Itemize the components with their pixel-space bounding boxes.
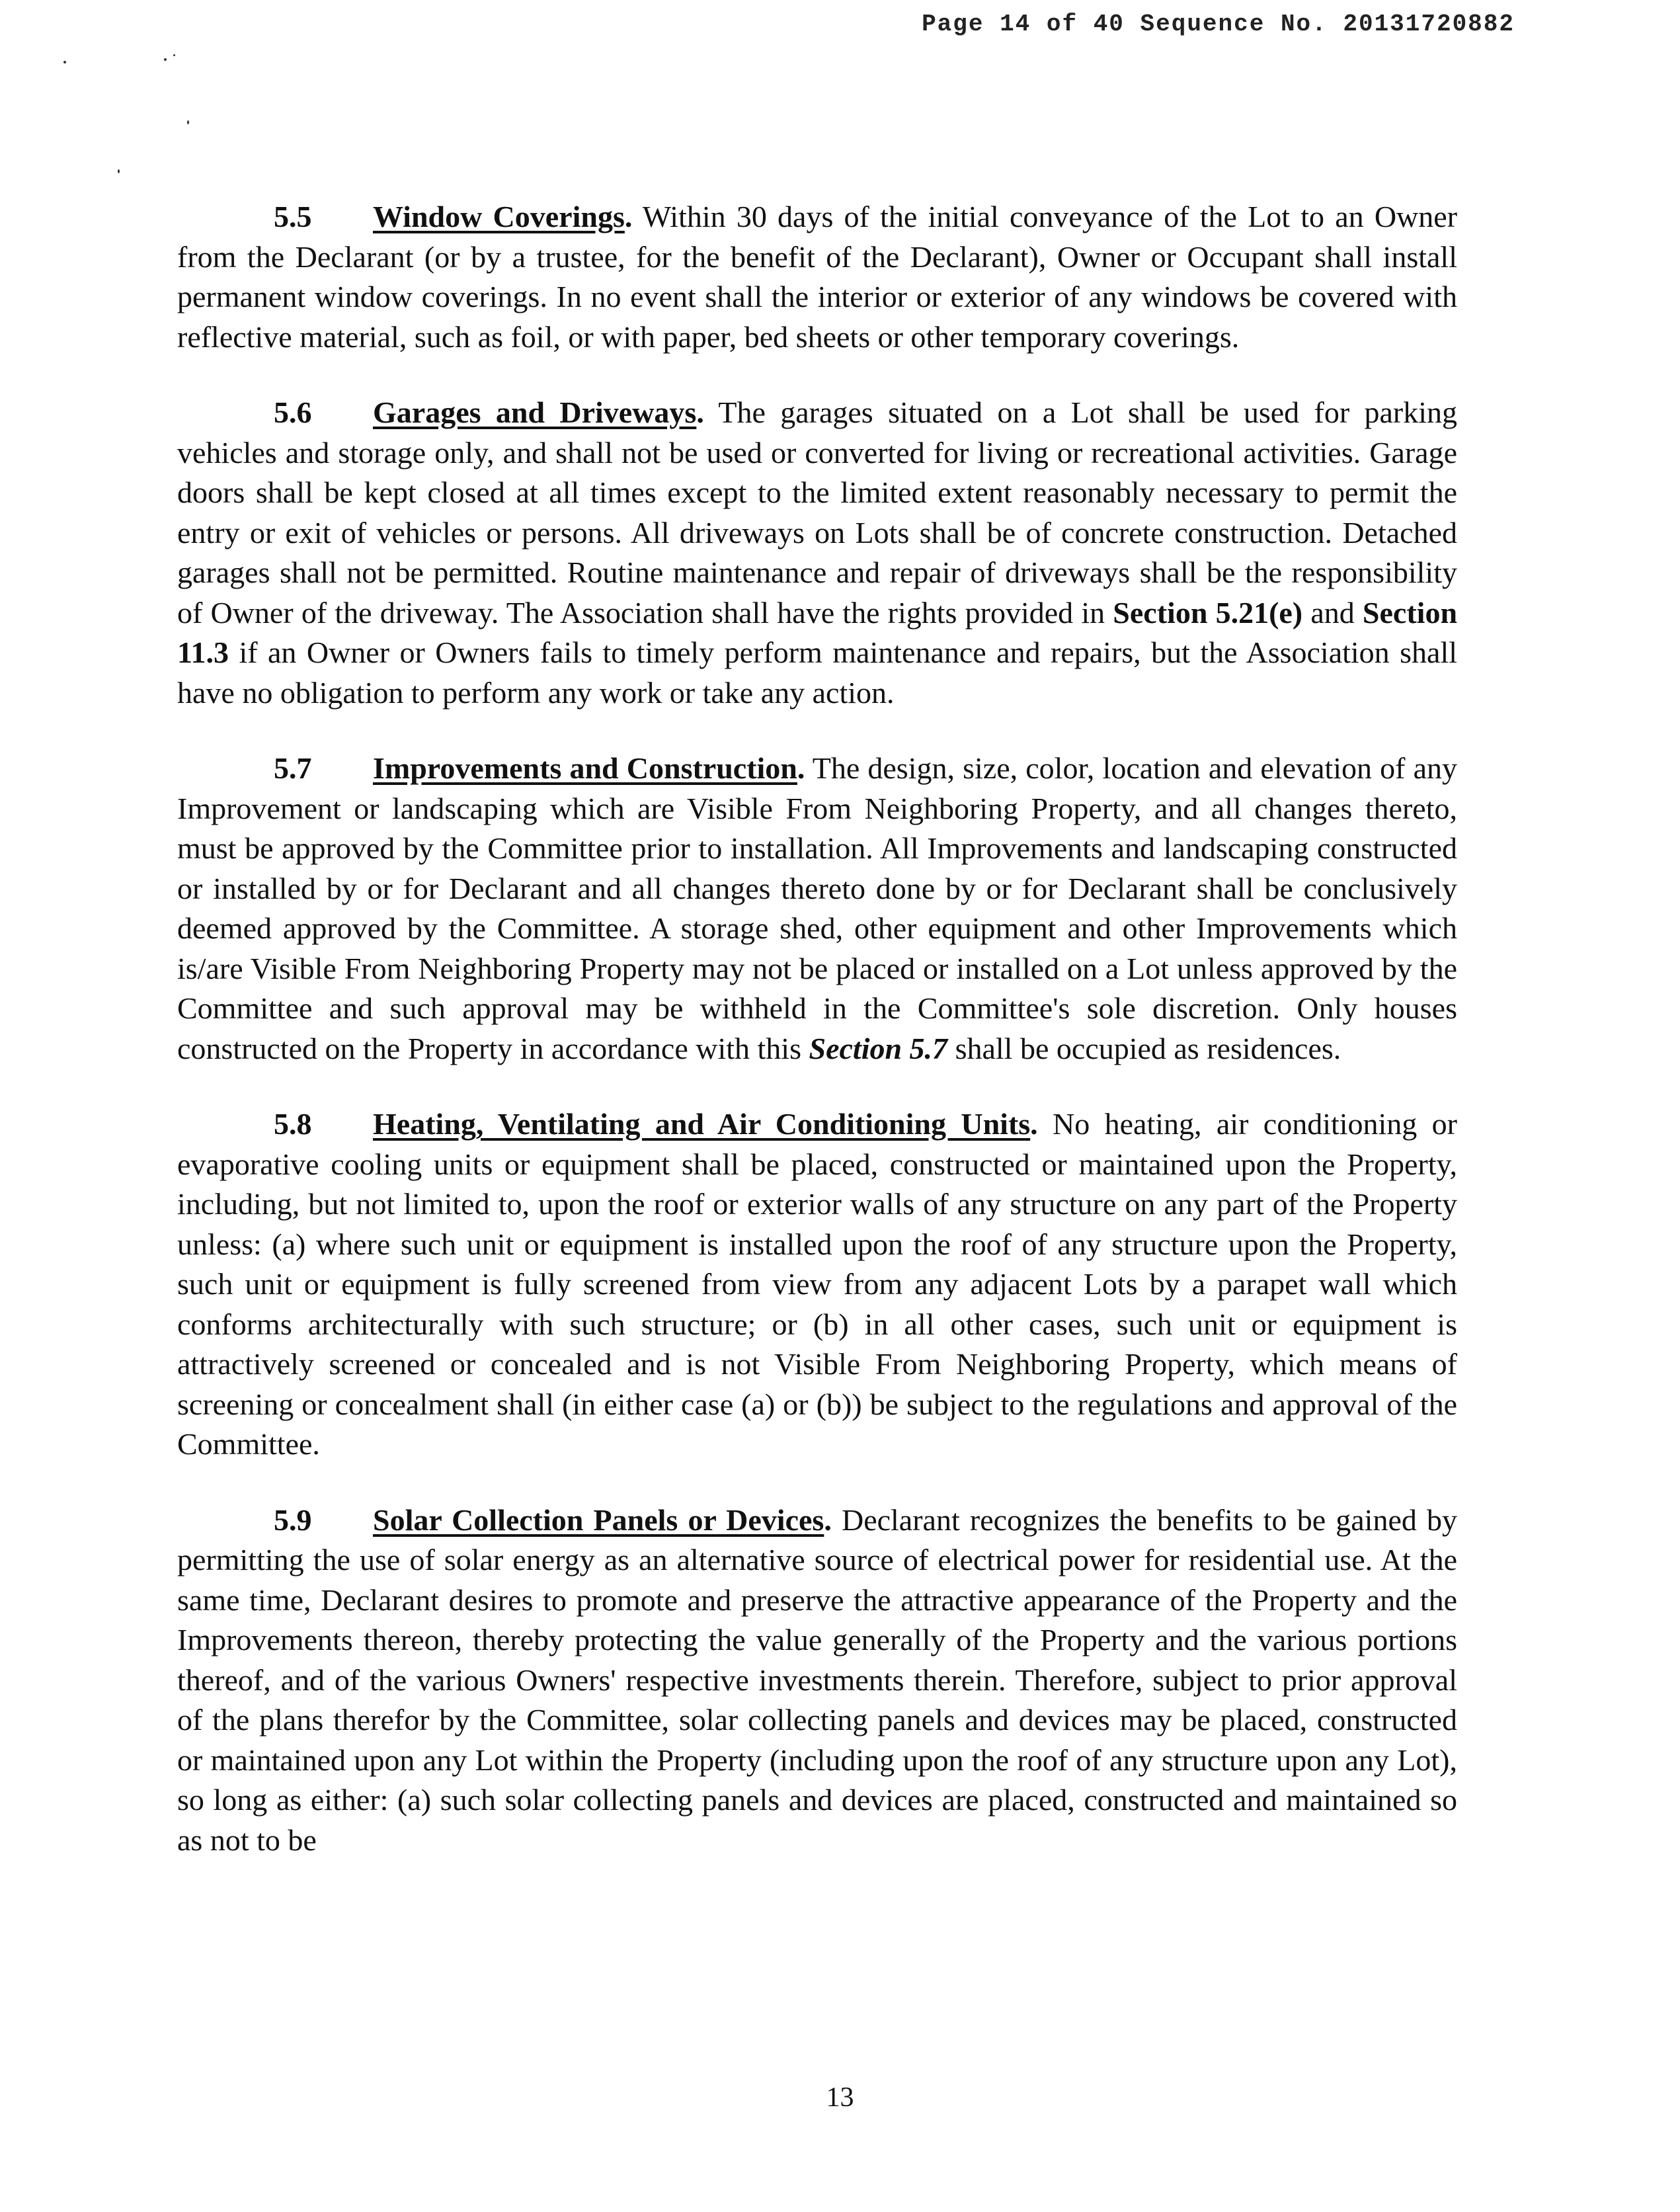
scan-speck [173, 54, 175, 56]
section-5-6: 5.6 Garages and Driveways. The garages situated on a Lot shall be used for parking vehicles and storage only, and shall not be used or converted for living or recreational activities. Garage doors shall be kept closed at all times except to the limited extent reasonably necessary to permit the entry or exit of vehicles or persons. All driveways on Lots shall be of concrete construction. Detached garages shall not be permitted. Routine maintenance and repair of driveways shall be the responsibility of Owner of the driveway. The Association shall have the rights provided in Section 5.21(e) and Section 11.3 if an Owner or Owners fails to timely perform maintenance and repairs, but the Association shall have no obligation to perform any work or take any action. [177, 393, 1457, 713]
section-text: The design, size, color, location and elevation of any Improvement or landscaping which are Visible From Neighboring Property, and all changes thereto, must be approved by the Committee prior to installation. All Improvements and landscaping constructed or installed by or for Declarant and all changes thereto done by or for Declarant shall be conclusively deemed approved by the Committee. A storage shed, other equipment and other Improvements which is/are Visible From Neighboring Property may not be placed or installed on a Lot unless approved by the Committee and such approval may be withheld in the Committee's sole discretion. Only houses constructed on the Property in accordance with this [177, 751, 1457, 1065]
page-number: 13 [826, 2082, 854, 2113]
section-text: shall be occupied as residences. [955, 1031, 1341, 1065]
section-5-9: 5.9 Solar Collection Panels or Devices. Declarant recognizes the benefits to be gained by permitting the use of solar energy as an alternative source of electrical power for residential use. At the same time, Declarant desires to promote and preserve the attractive appearance of the Property and the Improvements thereon, thereby protecting the value generally of the Property and the various portions thereof, and of the various Owners' respective investments therein. Therefore, subject to prior approval of the plans therefor by the Committee, solar collecting panels and devices may be placed, constructed or maintained upon any Lot within the Property (including upon the roof of any structure upon any Lot), so long as either: (a) such solar collecting panels and devices are placed, constructed and maintained so as not to be [177, 1500, 1457, 1861]
section-number: 5.5 [274, 200, 312, 233]
scan-speck [118, 169, 120, 173]
section-5-7: 5.7 Improvements and Construction. The design, size, color, location and elevation of any Improvement or landscaping which are Visible From Neighboring Property, and all changes thereto, must be approved by the Committee prior to installation. All Improvements and landscaping constructed or installed by or for Declarant and all changes thereto done by or for Declarant shall be conclusively deemed approved by the Committee. A storage shed, other equipment and other Improvements which is/are Visible From Neighboring Property may not be placed or installed on a Lot unless approved by the Committee and such approval may be withheld in the Committee's sole discretion. Only houses constructed on the Property in accordance with this Section 5.7 shall be occupied as residences. [177, 749, 1457, 1069]
section-number: 5.9 [274, 1502, 312, 1537]
scan-speck [164, 58, 167, 61]
section-heading: Heating, Ventilating and Air Conditioning Units [373, 1107, 1031, 1141]
section-reference: Section 11.3 [177, 595, 1458, 669]
section-text: and [1310, 595, 1355, 630]
section-heading: Window Coverings [373, 200, 625, 233]
section-heading: Solar Collection Panels or Devices [373, 1502, 824, 1537]
section-text: if an Owner or Owners fails to timely perform maintenance and repairs, but the Association shall have no obligation to perform any work or take any action. [177, 635, 1458, 710]
section-text: Within 30 days of the initial conveyance of the Lot to an Owner from the Declarant (or by a trustee, for the benefit of the Declarant), Owner or Occupant shall install permanent window coverings. In no event shall the interior or exterior of any windows be covered with reflective material, such as foil, or with paper, bed sheets or other temporary coverings. [177, 200, 1458, 354]
section-reference: Section 5.7 [809, 1031, 948, 1065]
document-body [177, 197, 1457, 1896]
section-heading: Improvements and Construction [373, 751, 797, 785]
section-5-8: 5.8 Heating, Ventilating and Air Conditioning Units. No heating, air conditioning or evaporative cooling units or equipment shall be placed, constructed or maintained upon the Property, including, but not limited to, upon the roof or exterior walls of any structure on any part of the Property unless: (a) where such unit or equipment is installed upon the roof of any structure upon the Property, such unit or equipment is fully screened from view from any adjacent Lots by a parapet wall which conforms architecturally with such structure; or (b) in all other cases, such unit or equipment is attractively screened or concealed and is not Visible From Neighboring Property, which means of screening or concealment shall (in either case (a) or (b)) be subject to the regulations and approval of the Committee. [177, 1104, 1457, 1465]
scan-speck [187, 120, 189, 124]
section-text: No heating, air conditioning or evaporative cooling units or equipment shall be placed, constructed or maintained upon the Property, including, but not limited to, upon the roof or exterior walls of any structure on any part of the Property unless: (a) where such unit or equipment is installed upon the roof of any structure upon the Property, such unit or equipment is fully screened from view from any adjacent Lots by a parapet wall which conforms architecturally with such structure; or (b) in all other cases, such unit or equipment is attractively screened or concealed and is not Visible From Neighboring Property, which means of screening or concealment shall (in either case (a) or (b)) be subject to the regulations and approval of the Committee. [177, 1107, 1457, 1461]
section-number: 5.8 [274, 1107, 312, 1141]
section-heading: Garages and Driveways [373, 395, 697, 429]
section-text: The garages situated on a Lot shall be used for parking vehicles and storage only, and shall not be used or converted for living or recreational activities. Garage doors shall be kept closed at all times except to the limited extent reasonably necessary to permit the entry or exit of vehicles or persons. All driveways on Lots shall be of concrete construction. Detached garages shall not be permitted. Routine maintenance and repair of driveways shall be the responsibility of Owner of the driveway. The Association shall have the rights provided in [177, 395, 1458, 630]
section-reference: Section 5.21(e) [1113, 595, 1303, 630]
scan-speck [63, 61, 66, 63]
section-number: 5.6 [274, 395, 312, 429]
section-text: Declarant recognizes the benefits to be gained by permitting the use of solar energy as an alternative source of electrical power for residential use. At the same time, Declarant desires to promote and preserve the attractive appearance of the Property and the Improvements thereon, thereby protecting the value generally of the Property and the various portions thereof, and of the various Owners' respective investments therein. Therefore, subject to prior approval of the plans therefor by the Committee, solar collecting panels and devices may be placed, constructed or maintained upon any Lot within the Property (including upon the roof of any structure upon any Lot), so long as either: (a) such solar collecting panels and devices are placed, constructed and maintained so as not to be [177, 1502, 1458, 1857]
section-5-5: 5.5 Window Coverings. Within 30 days of the initial conveyance of the Lot to an Owner from the Declarant (or by a trustee, for the benefit of the Declarant), Owner or Occupant shall install permanent window coverings. In no event shall the interior or exterior of any windows be covered with reflective material, such as foil, or with paper, bed sheets or other temporary coverings. [177, 197, 1457, 357]
section-number: 5.7 [274, 751, 312, 785]
page-sequence-header: Page 14 of 40 Sequence No. 20131720882 [922, 11, 1515, 38]
